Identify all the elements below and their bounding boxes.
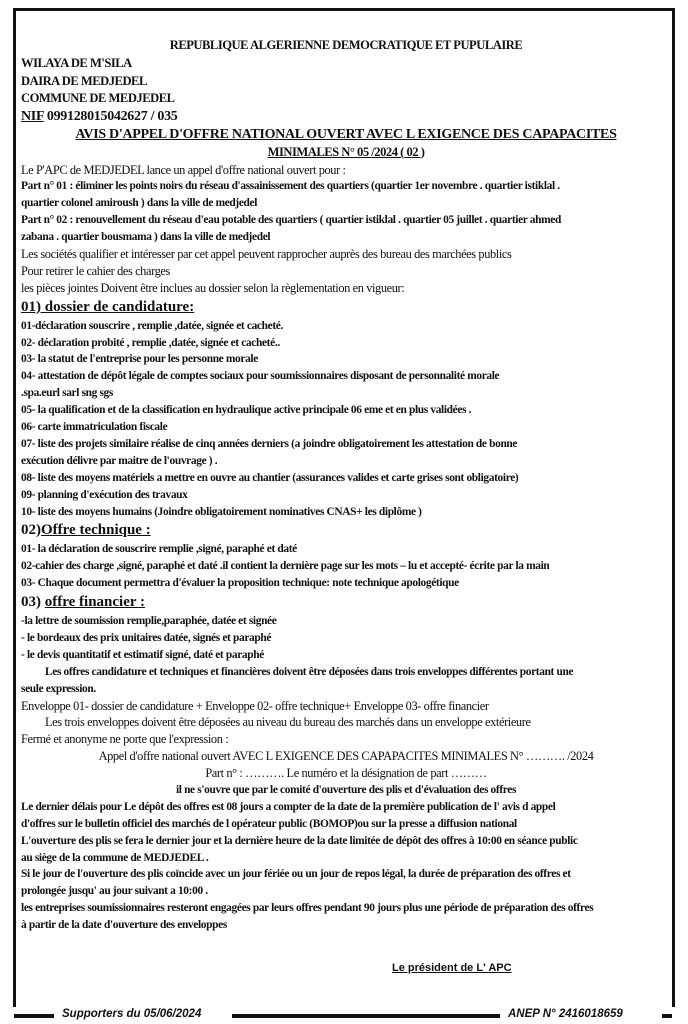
wilaya: WILAYA DE M'SILA [21,55,132,70]
closing-line: les entreprises soumissionnaires resteront engagées par leurs offres pendant 90 jours plus une période de préparation des offres [21,902,594,915]
list-item: 02-cahier des charge ,signé, paraphé et daté .il contient la dernière page sur les mots – lu et accepté- écrite par la main [21,560,550,573]
list-item: .spa.eurl sarl sng sgs [21,387,113,400]
section-candidature-title: 01) dossier de candidature: [21,298,195,315]
nif [21,108,671,126]
list-item: 07- liste des projets similaire réalise de cinq années derniers (a joindre obligatoirement les attestation de bonne [21,437,518,450]
closing-line: Le dernier délais pour Le dépôt des offres est 08 jours a compter de la date de la première publication de l' avis d appel [21,800,556,813]
section-financial-title [21,592,671,613]
intro-line: Pour retirer le cahier des charges [21,263,170,278]
section-number: 02) [21,522,41,539]
footer-anep-number: ANEP N° 2416018659 [508,1008,623,1020]
closing-line: à partir de la date d'ouverture des enveloppes [21,919,227,932]
closing-line: seule expression. [21,682,96,695]
intro-line: zabana . quartier bousmama ) dans la ville de medjedel [21,231,271,244]
list-item: 06- carte immatriculation fiscale [21,421,168,434]
closing-line: Fermé et anonyme ne porte que l'expression : [21,732,229,747]
list-item: 03- la statut de l'entreprise pour les personne morale [21,353,258,366]
closing-line: Part n° : ………. Le numéro et la désignation de part ……… [205,766,487,781]
list-item: 05- la qualification et de la classification en hydraulique active principale 06 eme et en plus validées . [21,404,472,417]
section-label: Offre technique : [41,522,151,539]
closing-line: Enveloppe 01- dossier de candidature + Enveloppe 02- offre technique+ Enveloppe 03- offre financier [21,698,489,713]
commune: COMMUNE DE MEDJEDEL [21,91,175,106]
intro-line: Le P'APC de MEDJEDEL lance un appel d'offre national ouvert pour : [21,162,346,177]
intro-line: Part n° 02 : renouvellement du réseau d'eau potable des quartiers ( quartier istiklal . quartier 05 juillet . quartier ahmed [21,214,561,227]
list-item: 01-déclaration souscrire , remplie ,datée, signée et cacheté. [21,319,283,332]
section-technical-title [21,520,671,541]
list-item: - le bordeaux des prix unitaires datée, signés et paraphé [21,631,272,644]
intro-line: quartier colonel amiroush ) dans la ville de medjedel [21,197,258,210]
nif-label: NIF [21,109,44,125]
list-item: 04- attestation de dépôt légale de comptes sociaux pour soumissionnaires disposant de personnalité morale [21,370,500,383]
closing-line: d'offres sur le bulletin officiel des marchés de l opérateur public (BOMOP)ou sur la presse a diffusion national [21,817,517,830]
list-item: 10- liste des moyens humains (Joindre obligatoirement nominatives CNAS+ les diplôme ) [21,505,422,518]
list-item: 09- planning d'exécution des travaux [21,488,188,501]
closing-line: il ne s'ouvre que par le comité d'ouverture des plis et d'évaluation des offres [175,783,517,796]
list-item: exécution délivre par maitre de l'ouvrage ) . [21,454,218,467]
section-number: 03) [21,594,45,611]
republic-heading: REPUBLIQUE ALGERIENNE DEMOCRATIQUE ET PUPULAIRE [169,38,523,52]
list-item: 08- liste des moyens matériels a mettre en ouvre au chantier (assurances valides et carte grises sont obligatoire) [21,471,519,484]
notice-title-line2: MINIMALES N° 05 /2024 ( 02 ) [267,144,425,159]
closing-line: Les offres candidature et techniques et financières doivent être déposées dans trois enveloppes différentes portant une [45,665,574,678]
list-item: 01- la déclaration de souscrire remplie ,signé, paraphé et daté [21,543,297,556]
footer-rule [662,1014,672,1018]
footer-rule [232,1014,500,1018]
closing-line: Les trois enveloppes doivent être déposées au niveau du bureau des marchés dans un enveloppe extérieure [45,715,531,730]
daira: DAIRA DE MEDJEDEL [21,73,147,88]
tender-notice [21,37,671,934]
closing-line: prolongée jusqu' au jour suivant a 10:00 . [21,885,208,898]
intro-line: Les sociétés qualifier et intéresser par cet appel peuvent rapprocher auprès des bureau des marchées publics [21,247,512,262]
footer [0,1006,688,1024]
closing-line: au siège de la commune de MEDJEDEL . [21,851,209,864]
footer-rule [14,1014,54,1018]
closing-line: Si le jour de l'ouverture des plis coïncide avec un jour fériée ou un jour de repos légal, la durée de préparation des offres et [21,868,571,881]
intro-line: Part n° 01 : éliminer les points noirs du réseau d'assainissement des quartiers (quartier 1er novembre . quartier istiklal . [21,180,560,193]
section-label: offre financier : [44,594,145,611]
notice-title-line1: AVIS D'APPEL D'OFFRE NATIONAL OUVERT AVEC L EXIGENCE DES CAPAPACITES [75,126,617,142]
intro-line: les pièces jointes Doivent être inclues au dossier selon la règlementation en vigueur: [21,280,405,295]
list-item: - le devis quantitatif et estimatif signé, daté et paraphé [21,648,264,661]
closing-line: Appel d'offre national ouvert AVEC L EXIGENCE DES CAPAPACITES MINIMALES N° ………. /2024 [98,749,594,764]
signature-line: Le président de L' APC [392,962,512,974]
footer-supporters: Supporters du 05/06/2024 [62,1008,202,1020]
list-item: 03- Chaque document permettra d'évaluer la proposition technique: note technique apologétique [21,577,459,590]
nif-value: 099128015042627 / 035 [43,109,178,125]
list-item: -la lettre de soumission remplie,paraphée, datée et signée [21,615,277,628]
list-item: 02- déclaration probité , remplie ,datée, signée et cacheté.. [21,336,280,349]
closing-line: L'ouverture des plis se fera le dernier jour et la dernière heure de la date limitée de dépôt des offres à 10:00 en séance public [21,834,578,847]
